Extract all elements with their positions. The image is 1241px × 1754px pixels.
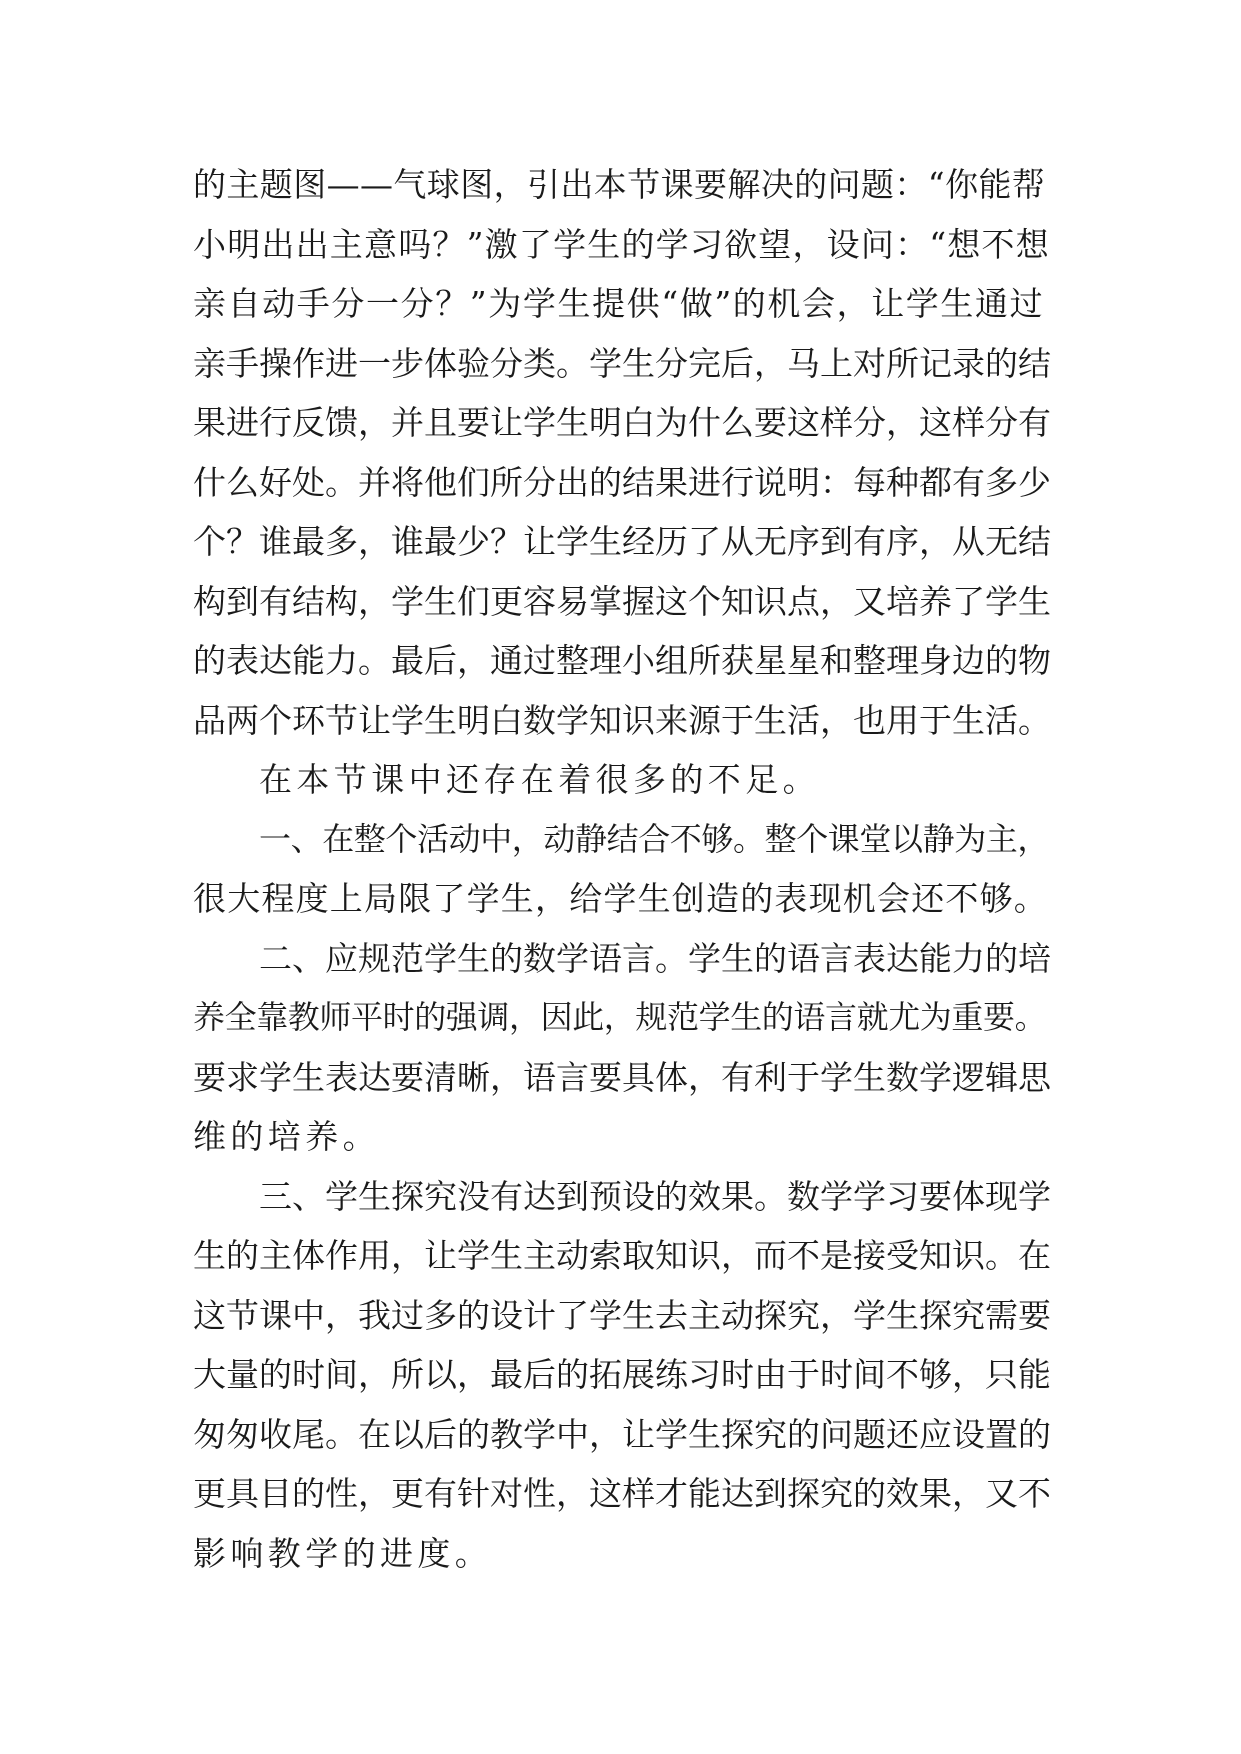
text-line: 果进行反馈，并且要让学生明白为什么要这样分，这样分有 <box>193 403 1051 442</box>
paragraph-first-line: 在本节课中还存在着很多的不足。 <box>259 760 820 799</box>
text-line: 这节课中，我过多的设计了学生去主动探究，学生探究需要 <box>193 1295 1051 1335</box>
text-line: 什么好处。并将他们所分出的结果进行说明：每种都有多少 <box>193 462 1051 502</box>
text-line: 要求学生表达要清晰，语言要具体，有利于学生数学逻辑思 <box>193 1057 1051 1097</box>
text-line: 很大程度上局限了学生，给学生创造的表现机会还不够。 <box>193 879 1048 918</box>
paragraph-first-line: 三、学生探究没有达到预设的效果。数学学习要体现学 <box>259 1176 1051 1216</box>
text-line: 小明出出主意吗？”激了学生的学习欲望，设问：“想不想 <box>193 224 1050 264</box>
text-line: 的主题图——气球图，引出本节课要解决的问题：“你能帮 <box>193 165 1046 204</box>
text-line: 个？谁最多，谁最少？让学生经历了从无序到有序，从无结 <box>193 522 1051 561</box>
paragraph-first-line: 一、在整个活动中，动静结合不够。整个课堂以静为主， <box>259 819 1050 858</box>
paragraph-first-line: 二、应规范学生的数学语言。学生的语言表达能力的培 <box>259 938 1051 978</box>
text-line: 匆匆收尾。在以后的教学中，让学生探究的问题还应设置的 <box>193 1414 1051 1454</box>
text-line: 更具目的性，更有针对性，这样才能达到探究的效果，又不 <box>193 1474 1051 1513</box>
text-line: 影响教学的进度。 <box>193 1533 493 1573</box>
text-line: 养全靠教师平时的强调，因此，规范学生的语言就尤为重要。 <box>193 998 1047 1036</box>
text-line: 亲自动手分一分？”为学生提供“做”的机会，让学生通过 <box>193 284 1045 323</box>
body-text <box>193 155 1053 1583</box>
text-line: 亲手操作进一步体验分类。学生分完后，马上对所记录的结 <box>193 343 1051 383</box>
text-line: 的表达能力。最后，通过整理小组所获星星和整理身边的物 <box>193 641 1051 680</box>
text-line: 维的培养。 <box>193 1117 380 1156</box>
text-line: 品两个环节让学生明白数学知识来源于生活，也用于生活。 <box>193 700 1051 740</box>
text-line: 生的主体作用，让学生主动索取知识，而不是接受知识。在 <box>193 1236 1051 1275</box>
text-line: 构到有结构，学生们更容易掌握这个知识点，又培养了学生 <box>193 581 1051 621</box>
text-line: 大量的时间，所以，最后的拓展练习时由于时间不够，只能 <box>193 1355 1051 1394</box>
